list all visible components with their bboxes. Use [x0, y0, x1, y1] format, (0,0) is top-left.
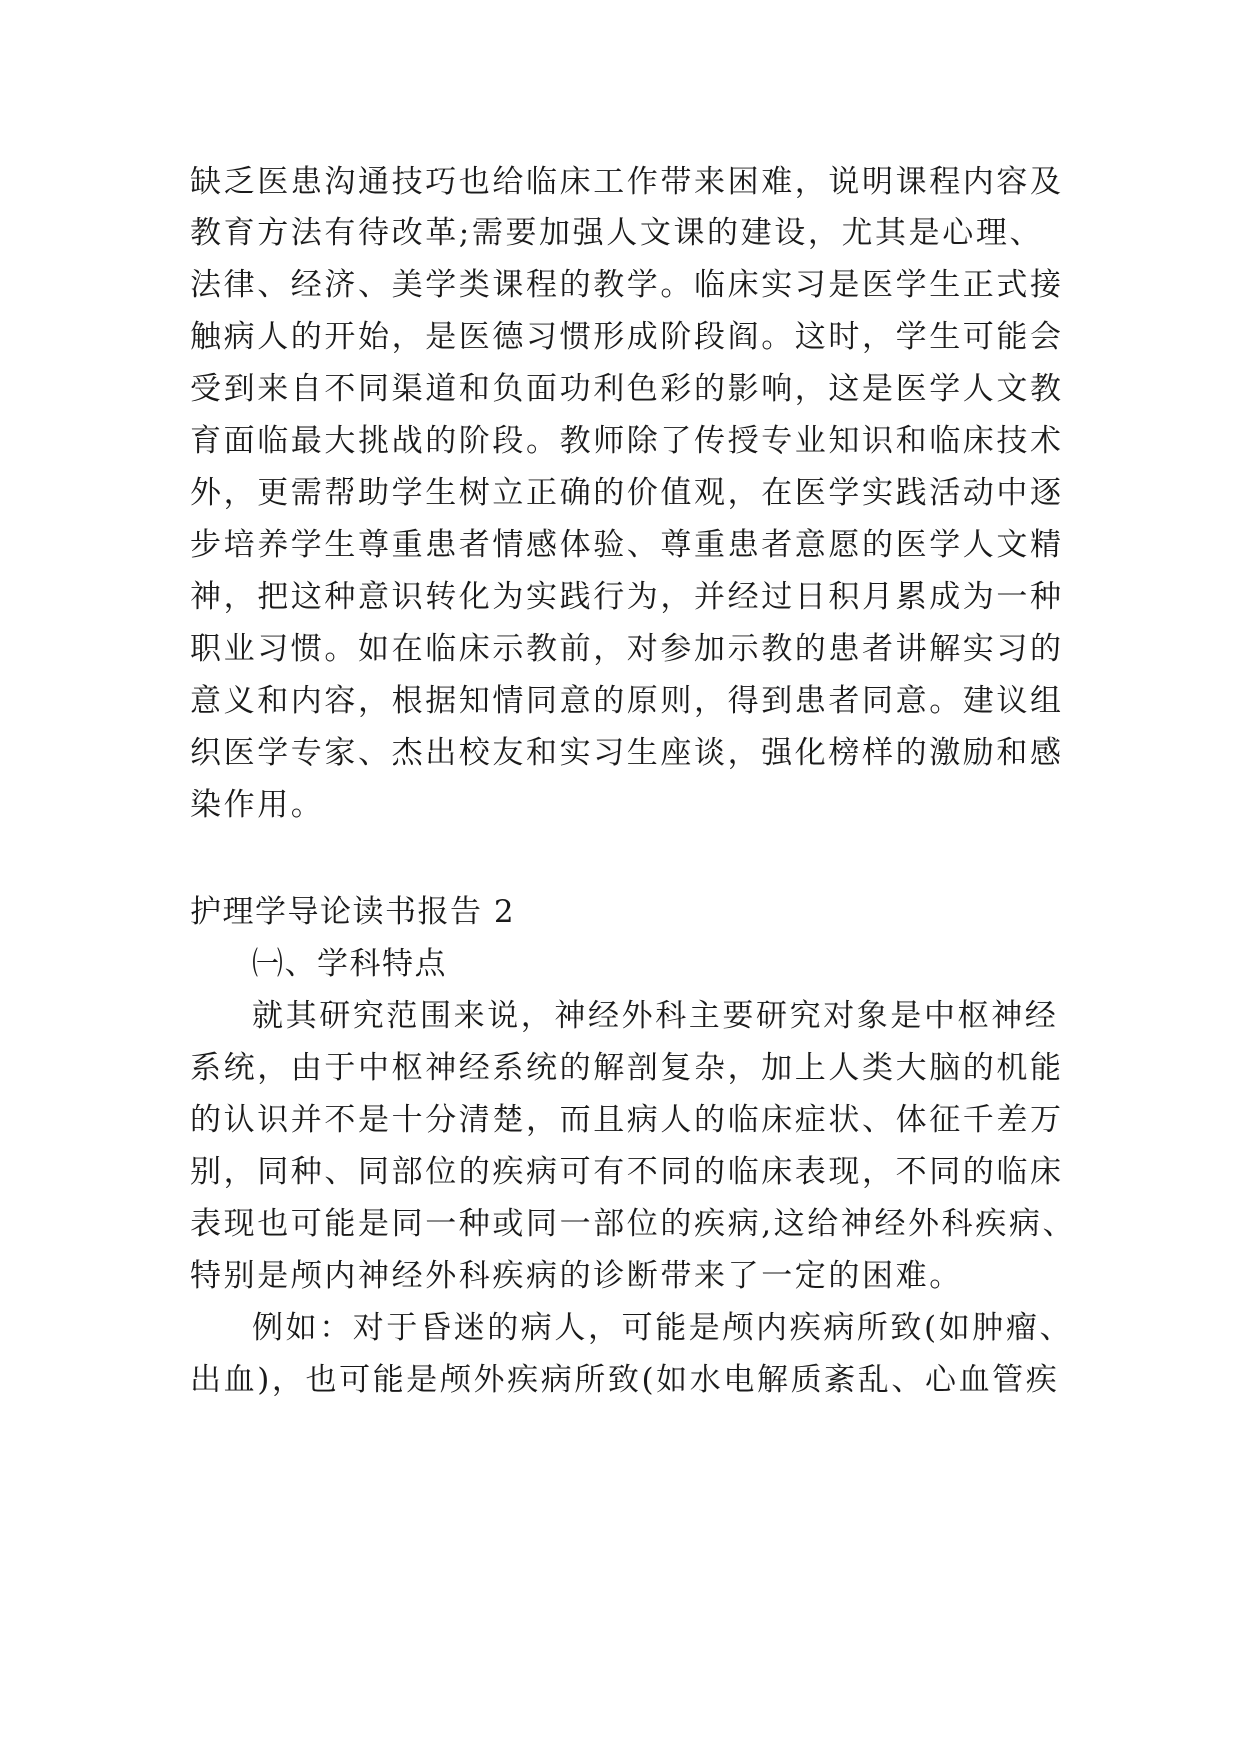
paragraph-1-line: 织医学专家、杰出校友和实习生座谈，强化榜样的激励和感: [190, 735, 1064, 771]
paragraph-2-line: 别，同种、同部位的疾病可有不同的临床表现，不同的临床: [190, 1154, 1064, 1190]
paragraph-1-line: 触病人的开始，是医德习惯形成阶段阎。这时，学生可能会: [190, 319, 1064, 355]
paragraph-3-line: 出血)，也可能是颅外疾病所致(如水电解质紊乱、心血管疾: [190, 1362, 1060, 1398]
paragraph-1-line: 神，把这种意识转化为实践行为，并经过日积月累成为一种: [190, 579, 1064, 615]
subsection-title: ㈠、学科特点: [252, 946, 447, 982]
paragraph-1-line: 染作用。: [190, 787, 325, 823]
paragraph-1-line: 外，更需帮助学生树立正确的价值观，在医学实践活动中逐: [190, 475, 1064, 511]
paragraph-1-line: 法律、经济、美学类课程的教学。临床实习是医学生正式接: [190, 267, 1064, 303]
paragraph-1-line: 意义和内容，根据知情同意的原则，得到患者同意。建议组: [190, 683, 1064, 719]
paragraph-2-line: 系统，由于中枢神经系统的解剖复杂，加上人类大脑的机能: [190, 1050, 1064, 1086]
paragraph-2-line: 表现也可能是同一种或同一部位的疾病,这给神经外科疾病、: [190, 1206, 1077, 1242]
paragraph-3-line: 例如：对于昏迷的病人，可能是颅内疾病所致(如肿瘤、: [252, 1310, 1074, 1346]
section-title: 护理学导论读书报告 2: [190, 894, 516, 930]
paragraph-1-line: 教育方法有待改革;需要加强人文课的建设，尤其是心理、: [190, 215, 1044, 251]
paragraph-2-line: 的认识并不是十分清楚，而且病人的临床症状、体征千差万: [190, 1102, 1064, 1138]
paragraph-1-line: 缺乏医患沟通技巧也给临床工作带来困难，说明课程内容及: [190, 164, 1064, 200]
paragraph-1-line: 步培养学生尊重患者情感体验、尊重患者意愿的医学人文精: [190, 527, 1064, 563]
paragraph-1-line: 职业习惯。如在临床示教前，对参加示教的患者讲解实习的: [190, 631, 1064, 667]
paragraph-2-line: 就其研究范围来说，神经外科主要研究对象是中枢神经: [252, 998, 1059, 1034]
paragraph-1-line: 受到来自不同渠道和负面功利色彩的影响，这是医学人文教: [190, 371, 1064, 407]
paragraph-1-line: 育面临最大挑战的阶段。教师除了传授专业知识和临床技术: [190, 423, 1064, 459]
paragraph-2-line: 特别是颅内神经外科疾病的诊断带来了一定的困难。: [190, 1258, 963, 1294]
